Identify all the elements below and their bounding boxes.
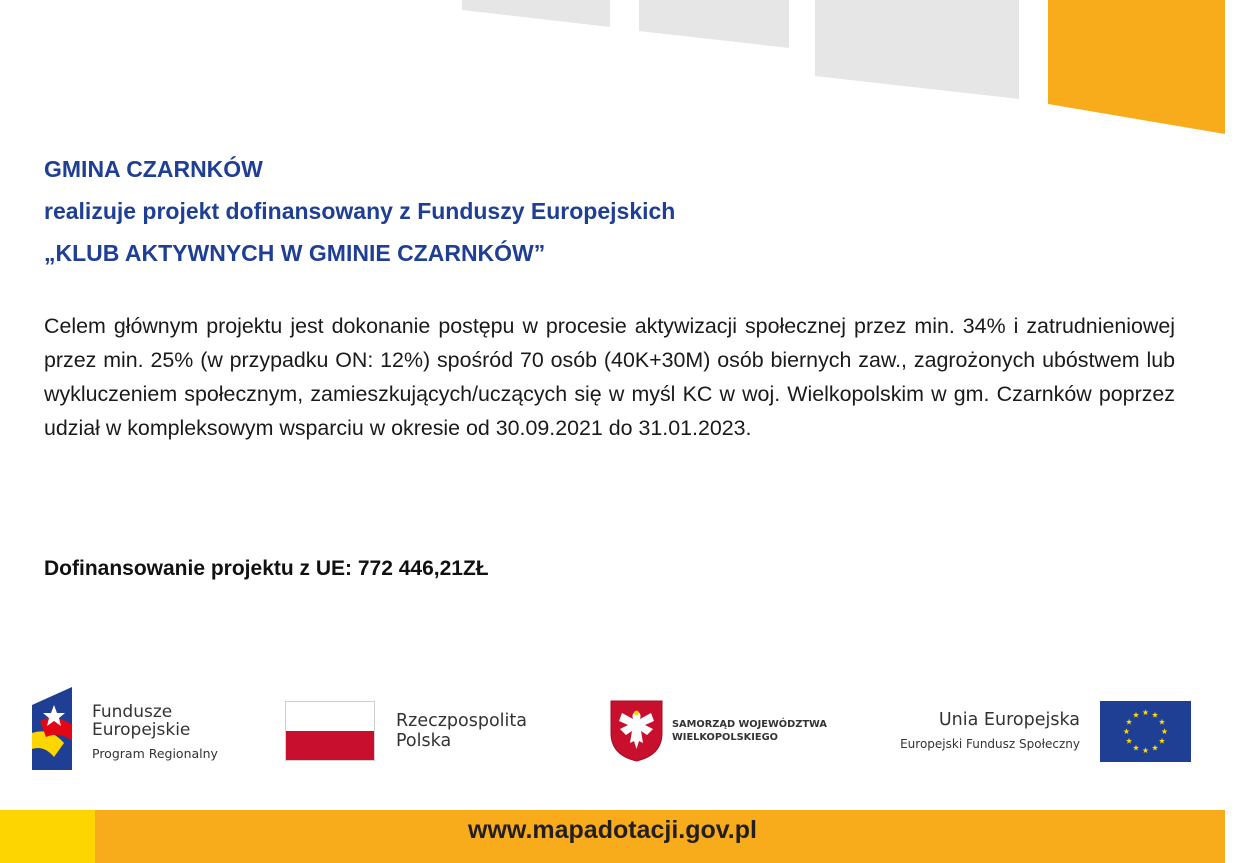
rp-logo-line1: Rzeczpospolita <box>396 711 527 731</box>
eu-star-icon <box>1161 728 1167 734</box>
eu-star-icon <box>1159 719 1165 725</box>
eu-star-icon <box>1142 747 1148 753</box>
project-description: Celem głównym projektu jest dokonanie postępu w procesie aktywizacji społecznej przez min. 34% i zatrudnieniowej przez min. 25% (w przypadku ON: 12%) spośród 70 osób (40K+30M) osób biernych zaw., zagrożonych ubóstwem lub wykluczeniem społecznym, zamieszkujących/uczących się w myśl KC w woj. Wielkopolskim w gm. Czarnków poprzez udział w kompleksowym wsparciu w okresie od 30.09.2021 do 31.01.2023. <box>44 314 1175 440</box>
eu-star-icon <box>1152 745 1158 751</box>
rp-logo-name <box>396 711 527 751</box>
fe-logo-line1: Fundusze <box>92 702 173 722</box>
deco-gray-block-3 <box>815 0 1019 99</box>
fundusze-europejskie-logo-icon <box>30 687 76 770</box>
deco-gray-block-2 <box>639 0 789 48</box>
sw-logo-line2: WIELKOPOLSKIEGO <box>672 732 778 743</box>
ue-logo-subtitle: Europejski Fundusz Społeczny <box>900 737 1080 751</box>
eu-star-icon <box>1123 728 1129 734</box>
rp-logo-line2: Polska <box>396 731 452 751</box>
fe-logo-subtitle: Program Regionalny <box>92 746 218 761</box>
polish-flag-icon <box>285 701 375 761</box>
eu-star-icon <box>1133 745 1139 751</box>
eu-star-icon <box>1126 719 1132 725</box>
wielkopolska-coat-of-arms-icon <box>609 699 664 763</box>
heading-municipality: GMINA CZARNKÓW <box>44 156 263 182</box>
top-decoration <box>0 0 1243 140</box>
heading-subtitle: realizuje projekt dofinansowany z Funduszy Europejskich <box>44 198 676 224</box>
funding-amount: Dofinansowanie projektu z UE: 772 446,21ZŁ <box>44 557 489 580</box>
eu-star-icon <box>1152 712 1158 718</box>
sw-logo-line1: SAMORZĄD WOJEWÓDZTWA <box>672 719 827 730</box>
eu-star-icon <box>1133 712 1139 718</box>
fe-logo-name <box>92 703 190 739</box>
project-heading <box>44 148 944 274</box>
ue-logo-name: Unia Europejska <box>938 710 1080 730</box>
heading-project-name: „KLUB AKTYWNYCH W GMINIE CZARNKÓW” <box>44 240 546 266</box>
sw-logo-name <box>672 718 827 744</box>
eu-star-icon <box>1159 738 1165 744</box>
footer-url: www.mapadotacji.gov.pl <box>468 816 757 844</box>
eu-flag-icon <box>1100 701 1191 762</box>
eu-star-icon <box>1126 738 1132 744</box>
fe-logo-line2: Europejskie <box>92 720 191 740</box>
deco-gray-block-1 <box>462 0 610 27</box>
eu-star-icon <box>1142 709 1148 715</box>
deco-orange-block <box>1048 0 1225 134</box>
